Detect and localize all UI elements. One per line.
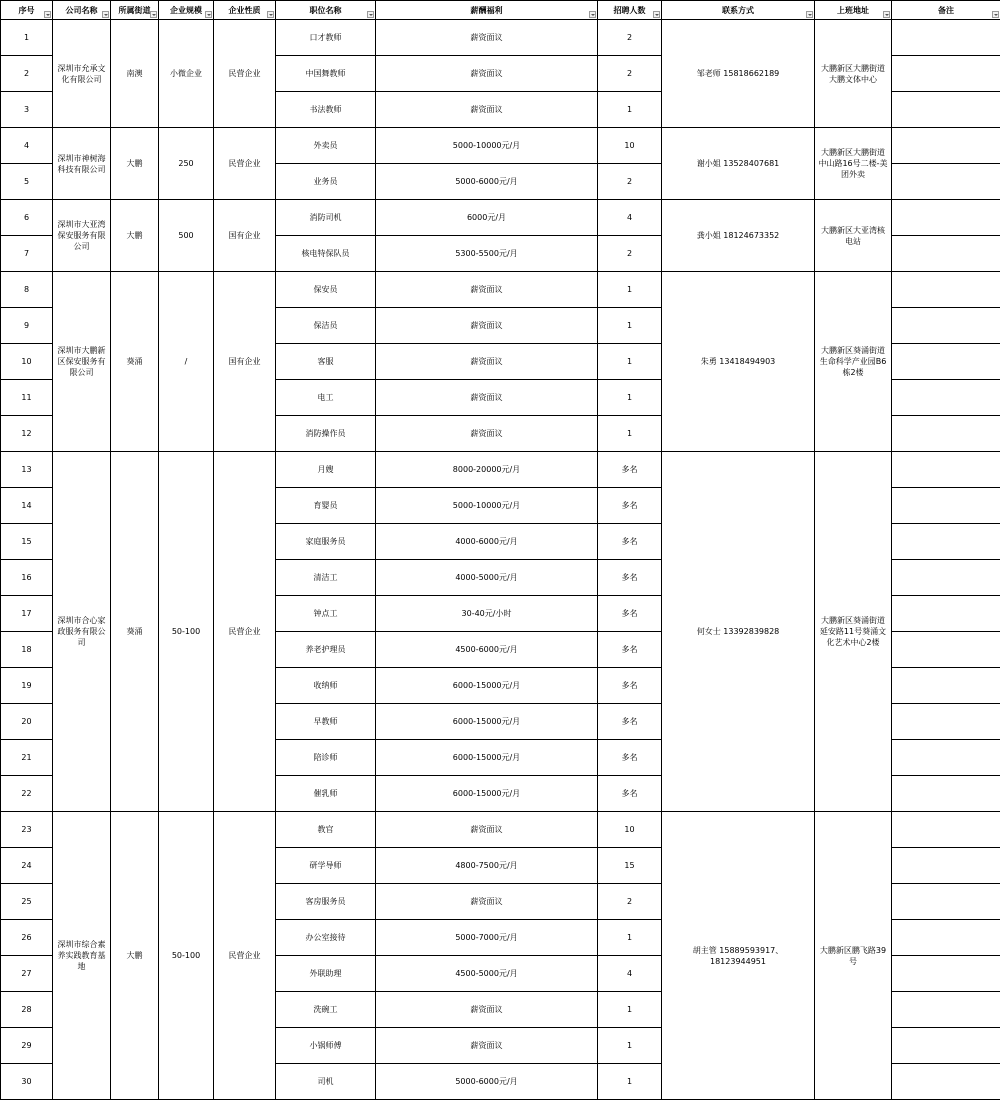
contact-cell: 邹老师 15818662189 <box>662 20 815 128</box>
salary-cell: 5000-10000元/月 <box>376 128 598 164</box>
salary-cell: 薪资面议 <box>376 308 598 344</box>
remarks-cell <box>892 920 1000 956</box>
filter-dropdown-icon[interactable] <box>653 11 660 18</box>
contact-cell: 朱勇 13418494903 <box>662 272 815 452</box>
row-number-cell: 7 <box>1 236 53 272</box>
remarks-cell <box>892 380 1000 416</box>
filter-dropdown-icon[interactable] <box>992 11 999 18</box>
remarks-cell <box>892 848 1000 884</box>
filter-dropdown-icon[interactable] <box>806 11 813 18</box>
company-scale-cell: 小微企业 <box>159 20 214 128</box>
position-cell: 钟点工 <box>276 596 376 632</box>
street-cell: 大鹏 <box>111 128 159 200</box>
salary-cell: 5000-6000元/月 <box>376 164 598 200</box>
row-number-cell: 9 <box>1 308 53 344</box>
position-cell: 外联助理 <box>276 956 376 992</box>
company-nature-cell: 国有企业 <box>214 200 276 272</box>
salary-cell: 4500-5000元/月 <box>376 956 598 992</box>
headcount-cell: 多名 <box>598 560 662 596</box>
filter-dropdown-icon[interactable] <box>102 11 109 18</box>
position-cell: 办公室接待 <box>276 920 376 956</box>
table-row <box>1 128 1000 164</box>
remarks-cell <box>892 740 1000 776</box>
position-cell: 保洁员 <box>276 308 376 344</box>
position-cell: 收纳师 <box>276 668 376 704</box>
row-number-cell: 6 <box>1 200 53 236</box>
row-number-cell: 5 <box>1 164 53 200</box>
column-header-label: 薪酬福利 <box>471 6 503 15</box>
headcount-cell: 1 <box>598 92 662 128</box>
row-number-cell: 8 <box>1 272 53 308</box>
company-name-cell: 深圳市允承文化有限公司 <box>53 20 111 128</box>
position-cell: 早教师 <box>276 704 376 740</box>
position-cell: 司机 <box>276 1064 376 1100</box>
position-cell: 中国舞教师 <box>276 56 376 92</box>
headcount-cell: 多名 <box>598 776 662 812</box>
salary-cell: 6000-15000元/月 <box>376 668 598 704</box>
position-cell: 外卖员 <box>276 128 376 164</box>
row-number-cell: 12 <box>1 416 53 452</box>
headcount-cell: 1 <box>598 416 662 452</box>
company-name-cell: 深圳市合心家政服务有限公司 <box>53 452 111 812</box>
column-header <box>376 1 598 20</box>
column-header <box>892 1 1000 20</box>
salary-cell: 薪资面议 <box>376 1028 598 1064</box>
headcount-cell: 多名 <box>598 452 662 488</box>
headcount-cell: 1 <box>598 344 662 380</box>
position-cell: 口才教师 <box>276 20 376 56</box>
remarks-cell <box>892 812 1000 848</box>
column-header-label: 职位名称 <box>310 6 342 15</box>
filter-dropdown-icon[interactable] <box>589 11 596 18</box>
headcount-cell: 1 <box>598 920 662 956</box>
salary-cell: 薪资面议 <box>376 380 598 416</box>
headcount-cell: 多名 <box>598 668 662 704</box>
column-header-label: 所属街道 <box>119 6 151 15</box>
remarks-cell <box>892 704 1000 740</box>
row-number-cell: 2 <box>1 56 53 92</box>
position-cell: 洗碗工 <box>276 992 376 1028</box>
company-nature-cell: 民营企业 <box>214 20 276 128</box>
row-number-cell: 27 <box>1 956 53 992</box>
row-number-cell: 3 <box>1 92 53 128</box>
column-header <box>276 1 376 20</box>
row-number-cell: 10 <box>1 344 53 380</box>
work-address-cell: 大鹏新区鹏飞路39号 <box>815 812 892 1100</box>
column-header-label: 序号 <box>19 6 35 15</box>
column-header <box>53 1 111 20</box>
remarks-cell <box>892 668 1000 704</box>
company-nature-cell: 民营企业 <box>214 812 276 1100</box>
row-number-cell: 25 <box>1 884 53 920</box>
headcount-cell: 多名 <box>598 632 662 668</box>
salary-cell: 薪资面议 <box>376 992 598 1028</box>
column-header <box>598 1 662 20</box>
street-cell: 大鹏 <box>111 812 159 1100</box>
column-header <box>815 1 892 20</box>
column-header <box>1 1 53 20</box>
salary-cell: 4500-6000元/月 <box>376 632 598 668</box>
remarks-cell <box>892 164 1000 200</box>
position-cell: 育婴员 <box>276 488 376 524</box>
column-header-label: 企业性质 <box>229 6 261 15</box>
salary-cell: 薪资面议 <box>376 812 598 848</box>
column-header-label: 招聘人数 <box>614 6 646 15</box>
remarks-cell <box>892 416 1000 452</box>
table-row <box>1 20 1000 56</box>
column-header-label: 企业规模 <box>170 6 202 15</box>
row-number-cell: 19 <box>1 668 53 704</box>
work-address-cell: 大鹏新区大鹏街道中山路16号二楼-美团外卖 <box>815 128 892 200</box>
table-body <box>1 20 1000 1100</box>
headcount-cell: 2 <box>598 236 662 272</box>
salary-cell: 4000-5000元/月 <box>376 560 598 596</box>
salary-cell: 4800-7500元/月 <box>376 848 598 884</box>
company-name-cell: 深圳市神树海科技有限公司 <box>53 128 111 200</box>
work-address-cell: 大鹏新区葵涌街道延安路11号葵涌文化艺术中心2楼 <box>815 452 892 812</box>
salary-cell: 6000元/月 <box>376 200 598 236</box>
company-nature-cell: 国有企业 <box>214 272 276 452</box>
headcount-cell: 多名 <box>598 596 662 632</box>
remarks-cell <box>892 56 1000 92</box>
row-number-cell: 17 <box>1 596 53 632</box>
work-address-cell: 大鹏新区大亚湾核电站 <box>815 200 892 272</box>
headcount-cell: 1 <box>598 992 662 1028</box>
remarks-cell <box>892 20 1000 56</box>
position-cell: 小锅师傅 <box>276 1028 376 1064</box>
company-scale-cell: 50-100 <box>159 452 214 812</box>
remarks-cell <box>892 560 1000 596</box>
headcount-cell: 多名 <box>598 524 662 560</box>
column-header <box>111 1 159 20</box>
remarks-cell <box>892 956 1000 992</box>
column-header-label: 公司名称 <box>66 6 98 15</box>
filter-dropdown-icon[interactable] <box>367 11 374 18</box>
salary-cell: 5000-10000元/月 <box>376 488 598 524</box>
row-number-cell: 21 <box>1 740 53 776</box>
salary-cell: 5300-5500元/月 <box>376 236 598 272</box>
company-scale-cell: / <box>159 272 214 452</box>
remarks-cell <box>892 524 1000 560</box>
position-cell: 消防司机 <box>276 200 376 236</box>
remarks-cell <box>892 776 1000 812</box>
position-cell: 客服 <box>276 344 376 380</box>
row-number-cell: 29 <box>1 1028 53 1064</box>
remarks-cell <box>892 632 1000 668</box>
company-name-cell: 深圳市大亚湾保安服务有限公司 <box>53 200 111 272</box>
salary-cell: 5000-6000元/月 <box>376 1064 598 1100</box>
column-header <box>214 1 276 20</box>
salary-cell: 薪资面议 <box>376 92 598 128</box>
filter-dropdown-icon[interactable] <box>44 11 51 18</box>
row-number-cell: 26 <box>1 920 53 956</box>
remarks-cell <box>892 308 1000 344</box>
position-cell: 清洁工 <box>276 560 376 596</box>
salary-cell: 30-40元/小时 <box>376 596 598 632</box>
salary-cell: 6000-15000元/月 <box>376 776 598 812</box>
position-cell: 催乳师 <box>276 776 376 812</box>
headcount-cell: 4 <box>598 200 662 236</box>
salary-cell: 薪资面议 <box>376 416 598 452</box>
position-cell: 业务员 <box>276 164 376 200</box>
headcount-cell: 10 <box>598 128 662 164</box>
contact-cell: 谢小姐 13528407681 <box>662 128 815 200</box>
salary-cell: 薪资面议 <box>376 56 598 92</box>
headcount-cell: 多名 <box>598 740 662 776</box>
position-cell: 家庭服务员 <box>276 524 376 560</box>
remarks-cell <box>892 272 1000 308</box>
position-cell: 月嫂 <box>276 452 376 488</box>
salary-cell: 薪资面议 <box>376 884 598 920</box>
row-number-cell: 23 <box>1 812 53 848</box>
position-cell: 书法教师 <box>276 92 376 128</box>
contact-cell: 胡主管 15889593917、18123944951 <box>662 812 815 1100</box>
remarks-cell <box>892 128 1000 164</box>
salary-cell: 6000-15000元/月 <box>376 704 598 740</box>
remarks-cell <box>892 1028 1000 1064</box>
remarks-cell <box>892 884 1000 920</box>
row-number-cell: 18 <box>1 632 53 668</box>
headcount-cell: 2 <box>598 20 662 56</box>
salary-cell: 8000-20000元/月 <box>376 452 598 488</box>
row-number-cell: 16 <box>1 560 53 596</box>
headcount-cell: 1 <box>598 1064 662 1100</box>
column-header-label: 联系方式 <box>722 6 754 15</box>
work-address-cell: 大鹏新区葵涌街道生命科学产业园B6栋2楼 <box>815 272 892 452</box>
row-number-cell: 28 <box>1 992 53 1028</box>
remarks-cell <box>892 992 1000 1028</box>
headcount-cell: 10 <box>598 812 662 848</box>
remarks-cell <box>892 200 1000 236</box>
salary-cell: 薪资面议 <box>376 344 598 380</box>
company-scale-cell: 250 <box>159 128 214 200</box>
street-cell: 葵涌 <box>111 272 159 452</box>
header-row <box>1 1 1000 20</box>
position-cell: 客房服务员 <box>276 884 376 920</box>
remarks-cell <box>892 488 1000 524</box>
company-scale-cell: 50-100 <box>159 812 214 1100</box>
position-cell: 陪诊师 <box>276 740 376 776</box>
street-cell: 南澳 <box>111 20 159 128</box>
row-number-cell: 13 <box>1 452 53 488</box>
row-number-cell: 1 <box>1 20 53 56</box>
headcount-cell: 1 <box>598 308 662 344</box>
position-cell: 保安员 <box>276 272 376 308</box>
company-scale-cell: 500 <box>159 200 214 272</box>
street-cell: 葵涌 <box>111 452 159 812</box>
column-header-label: 上班地址 <box>837 6 869 15</box>
headcount-cell: 2 <box>598 884 662 920</box>
work-address-cell: 大鹏新区大鹏街道大鹏文体中心 <box>815 20 892 128</box>
headcount-cell: 4 <box>598 956 662 992</box>
company-name-cell: 深圳市大鹏新区保安服务有限公司 <box>53 272 111 452</box>
remarks-cell <box>892 452 1000 488</box>
column-header <box>159 1 214 20</box>
remarks-cell <box>892 236 1000 272</box>
headcount-cell: 1 <box>598 1028 662 1064</box>
remarks-cell <box>892 92 1000 128</box>
table-row <box>1 812 1000 848</box>
row-number-cell: 4 <box>1 128 53 164</box>
company-name-cell: 深圳市综合素养实践教育基地 <box>53 812 111 1100</box>
column-header <box>662 1 815 20</box>
salary-cell: 5000-7000元/月 <box>376 920 598 956</box>
row-number-cell: 15 <box>1 524 53 560</box>
position-cell: 消防操作员 <box>276 416 376 452</box>
salary-cell: 6000-15000元/月 <box>376 740 598 776</box>
filter-dropdown-icon[interactable] <box>205 11 212 18</box>
headcount-cell: 多名 <box>598 704 662 740</box>
company-nature-cell: 民营企业 <box>214 452 276 812</box>
position-cell: 核电特保队员 <box>276 236 376 272</box>
filter-dropdown-icon[interactable] <box>150 11 157 18</box>
headcount-cell: 1 <box>598 380 662 416</box>
remarks-cell <box>892 596 1000 632</box>
table-row <box>1 200 1000 236</box>
row-number-cell: 30 <box>1 1064 53 1100</box>
contact-cell: 何女士 13392839828 <box>662 452 815 812</box>
row-number-cell: 24 <box>1 848 53 884</box>
row-number-cell: 20 <box>1 704 53 740</box>
headcount-cell: 2 <box>598 56 662 92</box>
position-cell: 研学导师 <box>276 848 376 884</box>
headcount-cell: 15 <box>598 848 662 884</box>
position-cell: 教官 <box>276 812 376 848</box>
row-number-cell: 14 <box>1 488 53 524</box>
salary-cell: 薪资面议 <box>376 272 598 308</box>
column-header-label: 备注 <box>938 6 954 15</box>
row-number-cell: 22 <box>1 776 53 812</box>
contact-cell: 龚小姐 18124673352 <box>662 200 815 272</box>
position-cell: 养老护理员 <box>276 632 376 668</box>
headcount-cell: 1 <box>598 272 662 308</box>
remarks-cell <box>892 344 1000 380</box>
position-cell: 电工 <box>276 380 376 416</box>
headcount-cell: 2 <box>598 164 662 200</box>
street-cell: 大鹏 <box>111 200 159 272</box>
headcount-cell: 多名 <box>598 488 662 524</box>
company-nature-cell: 民营企业 <box>214 128 276 200</box>
table-row <box>1 452 1000 488</box>
filter-dropdown-icon[interactable] <box>883 11 890 18</box>
row-number-cell: 11 <box>1 380 53 416</box>
table-row <box>1 272 1000 308</box>
filter-dropdown-icon[interactable] <box>267 11 274 18</box>
salary-cell: 薪资面议 <box>376 20 598 56</box>
remarks-cell <box>892 1064 1000 1100</box>
salary-cell: 4000-6000元/月 <box>376 524 598 560</box>
